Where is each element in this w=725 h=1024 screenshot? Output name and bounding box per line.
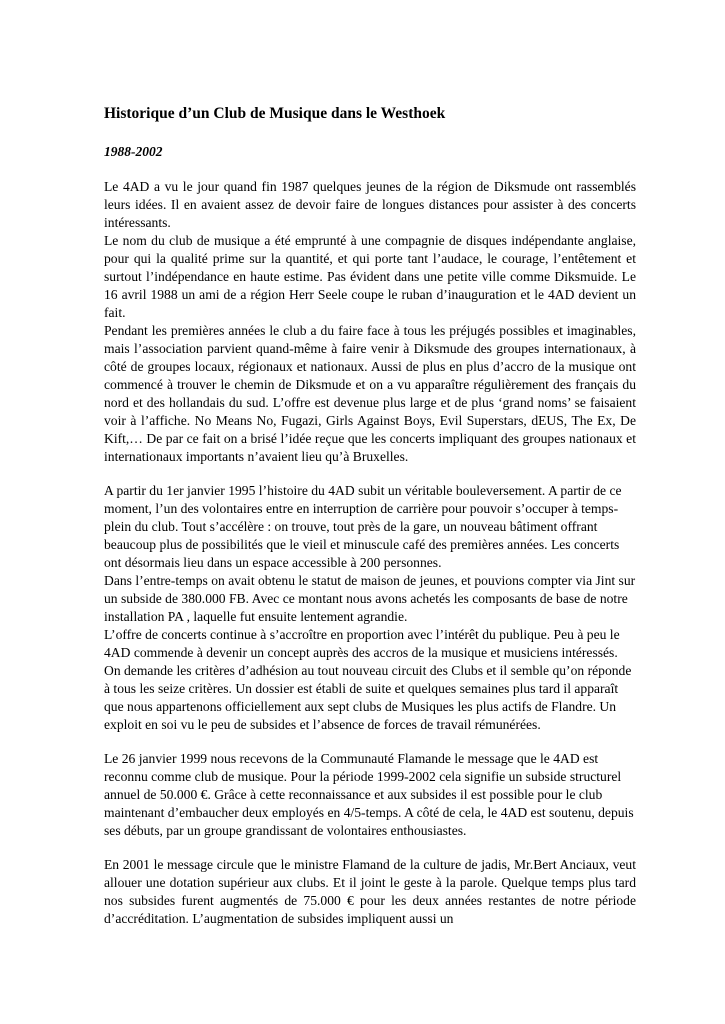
paragraph: L’offre de concerts continue à s’accroître en proportion avec l’intérêt du publique. Peu à peu le 4AD commende à devenir un concept auprès des accros de la musique et musiciens intéressés. On demande les critères d’adhésion au tout nouveau circuit des Clubs et il semble qu’on réponde à tous les seize critères. Un dossier est établi de suite et quelques semaines plus tard il apparaît que nous appartenons officiellement aux sept clubs de Musiques les plus actifs de Flandre. Un exploit en soi vu le peu de subsides et l’absence de forces de travail rémunérées. <box>104 627 632 732</box>
paragraph: A partir du 1er janvier 1995 l’histoire du 4AD subit un véritable bouleversement. A partir de ce moment, l’un des volontaires entre en interruption de carrière pour pouvoir s’occuper à temps-plein du club. Tout s’accélère : on trouve, tout près de la gare, un nouveau bâtiment offrant beaucoup plus de possibilités que le vieil et minuscule café des premières années. Les concerts ont désormais lieu dans un espace accessible à 200 personnes. <box>104 483 622 570</box>
section-1999 <box>104 750 636 840</box>
paragraph: Pendant les premières années le club a du faire face à tous les préjugés possibles et imaginables, mais l’association parvient quand-même à faire venir à Diksmude des groupes internationaux, à côté de groupes locaux, régionaux et nationaux. Aussi de plus en plus d’accro de la musique ont commencé à trouver le chemin de Diksmude et on a vu apparaître régulièrement des français du nord et des hollandais du sud. L’offre est devenue plus large et de plus ‘grand noms’ se faisaient voir à l’affiche. No Means No, Fugazi, Girls Against Boys, Evil Superstars, dEUS, The Ex, De Kift,… De par ce fait on a brisé l’idée reçue que les concerts impliquant des groupes nationaux et internationaux importants n’avaient lieu qu’à Bruxelles. <box>104 323 636 464</box>
section-2001 <box>104 856 636 928</box>
period-subtitle: 1988-2002 <box>104 144 163 159</box>
paragraph: Le 26 janvier 1999 nous recevons de la Communauté Flamande le message que le 4AD est reconnu comme club de musique. Pour la période 1999-2002 cela signifie un subside structurel annuel de 50.000 €. Grâce à cette reconnaissance et aux subsides il est possible pour le club maintenant d’embaucher deux employés en 4/5-temps. A côté de cela, le 4AD est soutenu, depuis ses débuts, par un groupe grandissant de volontaires enthousiastes. <box>104 751 634 838</box>
paragraph: Le nom du club de musique a été emprunté à une compagnie de disques indépendante anglaise, pour qui la qualité prime sur la quantité, et qui porte tant l’audace, le courage, l’entêtement et surtout l’indépendance en haute estime. Pas évident dans une petite ville comme Diksmuide. Le 16 avril 1988 un ami de a région Herr Seele coupe le ruban d’inauguration et le 4AD devient un fait. <box>104 233 636 320</box>
document-title: Historique d’un Club de Musique dans le Westhoek <box>104 105 446 122</box>
document-body <box>104 104 636 944</box>
paragraph: Le 4AD a vu le jour quand fin 1987 quelques jeunes de la région de Diksmude ont rassemblés leurs idées. Il en avaient assez de devoir faire de longues distances pour assister à des concerts intéressants. <box>104 179 636 230</box>
paragraph: Dans l’entre-temps on avait obtenu le statut de maison de jeunes, et pouvions compter via Jint sur un subside de 380.000 FB. Avec ce montant nous avons achetés les composants de base de notre installation PA , laquelle fut ensuite lentement agrandie. <box>104 573 636 624</box>
section-1995 <box>104 482 636 734</box>
section-founding <box>104 178 636 466</box>
paragraph: En 2001 le message circule que le ministre Flamand de la culture de jadis, Mr.Bert Anciaux, veut allouer une dotation supérieur aux clubs. Et il joint le geste à la parole. Quelque temps plus tard nos subsides furent augmentés de 75.000 € pour les deux années restantes de notre période d’accréditation. L’augmentation de subsides impliquent aussi un <box>104 857 636 926</box>
